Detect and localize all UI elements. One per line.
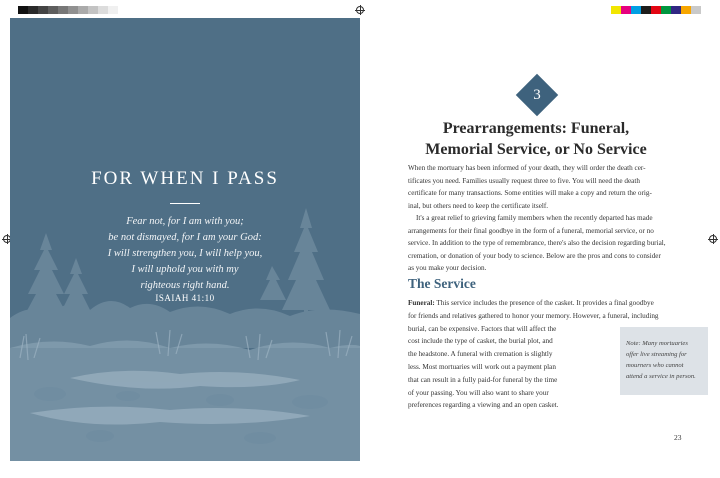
text-line: the headstone. A funeral with cremation is slightly (408, 350, 553, 359)
note-line: offer live streaming for (626, 351, 687, 358)
text-line: tificates you need. Families usually request three to five. You will need the death (408, 176, 640, 185)
text-line: certificate for many transactions. Some entities will make a copy and return the orig- (408, 189, 652, 197)
section-title-line: Memorial Service, or No Service (425, 141, 647, 158)
text-line: When the mortuary has been informed of your death, they will order the death cer- (408, 164, 646, 172)
right-page (360, 18, 712, 461)
epigraph-quote (10, 214, 360, 294)
chapter-number: 3 (533, 87, 541, 103)
epigraph-line: Fear not, for I am with you; (126, 216, 244, 227)
text-line: service. In addition to the type of remembrance, there's also the decision regarding burial, (408, 239, 666, 247)
note-text (626, 338, 704, 382)
page-number: 23 (674, 433, 682, 442)
text-line (408, 297, 666, 310)
epigraph-line: righteous right hand. (140, 280, 230, 291)
chapter-title: FOR WHEN I PASS (91, 168, 279, 189)
registration-mark-top (356, 6, 364, 14)
funeral-lead-label: Funeral: (408, 299, 435, 307)
text-line: arrangements for their final goodbye in the form of a funeral, memorial service, or no (408, 226, 654, 235)
text-fragment: This service includes the presence of the casket. It provides a final goodbye (434, 299, 654, 307)
section-title-line: Prearrangements: Funeral, (442, 120, 630, 137)
paragraph-death-certificates (408, 162, 666, 212)
text-line: It's a great relief to grieving family members when the recently departed has made (416, 214, 653, 222)
grayscale-color-bar (18, 6, 118, 14)
note-line: Note: Many mortuaries (626, 340, 688, 347)
cmyk-color-bar (611, 6, 701, 14)
text-line: as you make your decision. (408, 264, 487, 272)
note-line: attend a service in person. (626, 373, 696, 380)
text-line: cost include the type of casket, the burial plot, and (408, 337, 553, 346)
text-line: inal, but others need to keep the certificate itself. (408, 201, 549, 210)
text-line: cremation, or donation of your body to science. Below are the pros and cons to consider (408, 251, 661, 260)
scripture-citation: ISAIAH 41:10 (155, 293, 215, 303)
section-title (400, 118, 672, 160)
text-line: of your passing. You will also want to share your (408, 388, 549, 397)
text-line: less. Most mortuaries will work out a payment plan (408, 362, 556, 371)
epigraph-line: I will strengthen you, I will help you, (107, 248, 263, 259)
title-divider (170, 203, 200, 204)
text-line: preferences regarding a viewing and an open casket. (408, 401, 559, 410)
epigraph-line: I will uphold you with my (131, 264, 239, 275)
text-line: for friends and relatives gathered to honor your memory. However, a funeral, including (408, 311, 659, 320)
subsection-heading: The Service (408, 276, 476, 291)
text-line: that can result in a fully paid-for funeral by the time (408, 375, 558, 384)
note-line: mourners who cannot (626, 362, 684, 369)
left-page-panel (10, 18, 360, 461)
text-line: burial, can be expensive. Factors that will affect the (408, 324, 557, 333)
paragraph-arrangements (408, 212, 666, 275)
epigraph-line: be not dismayed, for I am your God: (108, 232, 262, 243)
